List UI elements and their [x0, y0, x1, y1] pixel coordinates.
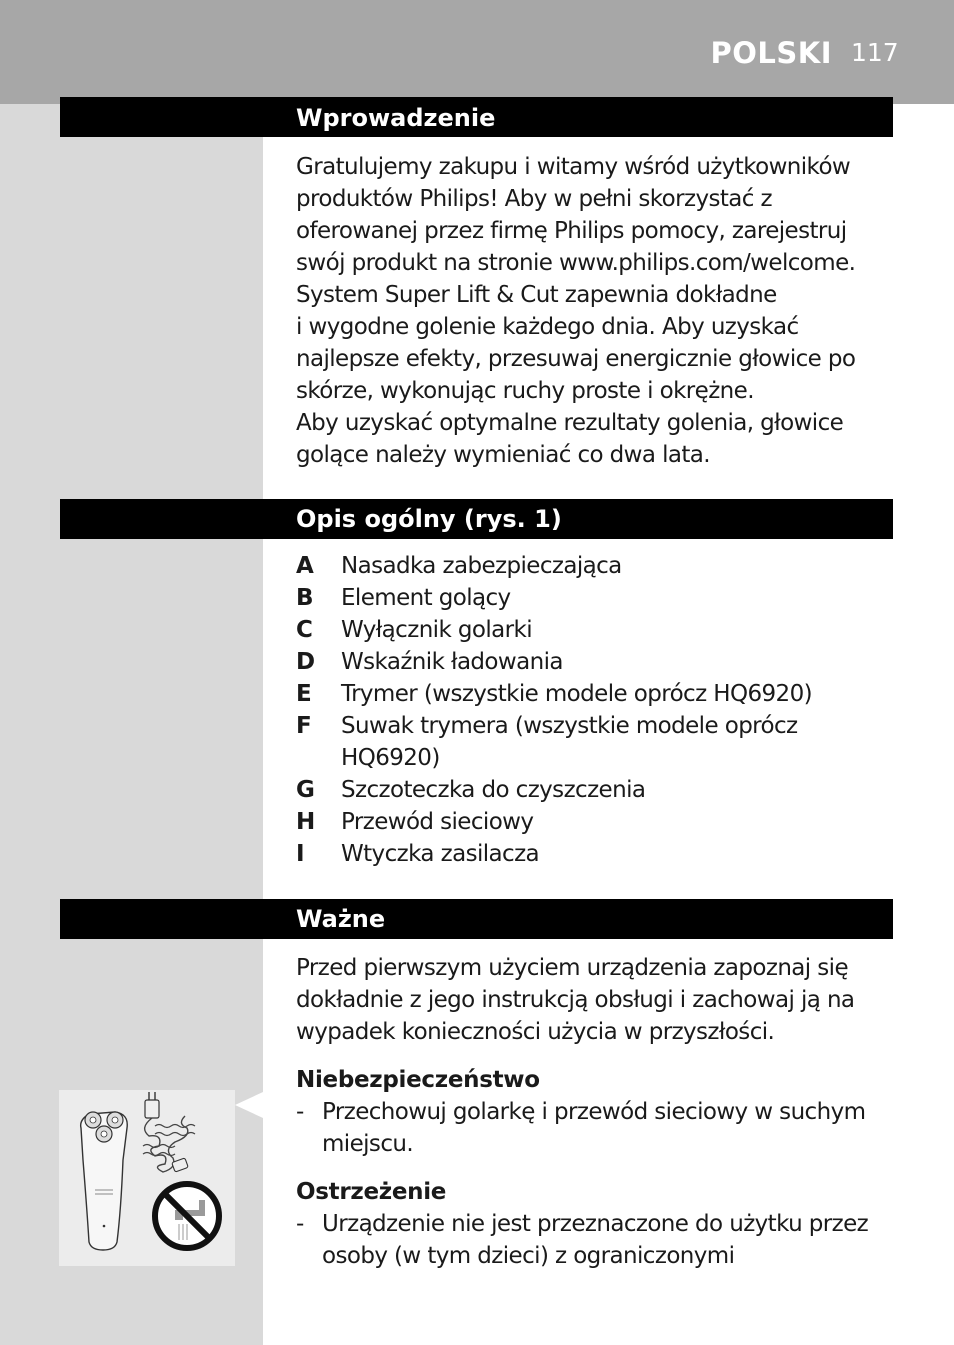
- bullet-dash: -: [296, 1099, 304, 1125]
- item-letter: H: [296, 809, 315, 835]
- item-letter: F: [296, 713, 312, 739]
- item-letter: A: [296, 553, 314, 579]
- section-title-intro: Wprowadzenie: [296, 104, 496, 132]
- important-line: wypadek konieczności użycia w przyszłości.: [296, 1019, 775, 1045]
- danger-heading: Niebezpieczeństwo: [296, 1067, 540, 1093]
- intro-text: [296, 151, 890, 471]
- item-text: Suwak trymera (wszystkie modele oprócz HQ6920): [341, 713, 798, 771]
- section-title-overview: Opis ogólny (rys. 1): [296, 505, 562, 533]
- list-item: [296, 678, 890, 710]
- item-letter: C: [296, 617, 313, 643]
- shaver-illustration: [59, 1090, 235, 1266]
- intro-line: Gratulujemy zakupu i witamy wśród użytkowników: [296, 154, 851, 180]
- list-item: [296, 550, 890, 582]
- item-text: Wyłącznik golarki: [341, 617, 533, 643]
- language-label: POLSKI: [710, 36, 832, 70]
- intro-line: produktów Philips! Aby w pełni skorzystać z: [296, 186, 773, 212]
- list-item: [296, 838, 890, 870]
- item-text: Element golący: [341, 585, 511, 611]
- item-text: Szczoteczka do czyszczenia: [341, 777, 646, 803]
- shaver-no-water-icon: [59, 1090, 235, 1266]
- important-line: dokładnie z jego instrukcją obsługi i zachowaj ją na: [296, 987, 855, 1013]
- warning-bullet: [296, 1208, 890, 1272]
- warning-text: Urządzenie nie jest przeznaczone do użytku przez osoby (w tym dzieci) z ograniczonymi: [322, 1211, 869, 1269]
- item-text: Wskaźnik ładowania: [341, 649, 563, 675]
- figure-pointer: [235, 1092, 263, 1118]
- intro-line: najlepsze efekty, przesuwaj energicznie głowice po: [296, 346, 856, 372]
- item-text: Nasadka zabezpieczająca: [341, 553, 622, 579]
- intro-line: skórze, wykonując ruchy proste i okrężne.: [296, 378, 754, 404]
- intro-line: i wygodne golenie każdego dnia. Aby uzyskać: [296, 314, 799, 340]
- section-bar-important: [60, 899, 893, 939]
- item-letter: G: [296, 777, 315, 803]
- item-letter: E: [296, 681, 312, 707]
- list-item: [296, 774, 890, 806]
- important-line: Przed pierwszym użyciem urządzenia zapoznaj się: [296, 955, 849, 981]
- list-item: [296, 806, 890, 838]
- intro-line: System Super Lift & Cut zapewnia dokładne: [296, 282, 777, 308]
- page-number: 117: [851, 38, 899, 67]
- list-item: [296, 582, 890, 614]
- bullet-dash: -: [296, 1211, 304, 1237]
- danger-text: Przechowuj golarkę i przewód sieciowy w suchym miejscu.: [322, 1099, 866, 1157]
- intro-line: golące należy wymieniać co dwa lata.: [296, 442, 711, 468]
- list-item: [296, 614, 890, 646]
- important-intro: [296, 952, 890, 1048]
- danger-bullet: [296, 1096, 890, 1160]
- list-item: [296, 646, 890, 678]
- item-text: Wtyczka zasilacza: [341, 841, 540, 867]
- item-text: Trymer (wszystkie modele oprócz HQ6920): [341, 681, 812, 707]
- section-title-important: Ważne: [296, 905, 386, 933]
- intro-line: swój produkt na stronie www.philips.com/welcome.: [296, 250, 856, 276]
- warning-heading: Ostrzeżenie: [296, 1179, 447, 1205]
- item-letter: D: [296, 649, 315, 675]
- item-letter: B: [296, 585, 313, 611]
- item-text: Przewód sieciowy: [341, 809, 534, 835]
- list-item: [296, 710, 890, 774]
- intro-line: Aby uzyskać optymalne rezultaty golenia, głowice: [296, 410, 844, 436]
- item-letter: I: [296, 841, 304, 867]
- intro-line: oferowanej przez firmę Philips pomocy, zarejestruj: [296, 218, 847, 244]
- parts-list: [296, 550, 890, 870]
